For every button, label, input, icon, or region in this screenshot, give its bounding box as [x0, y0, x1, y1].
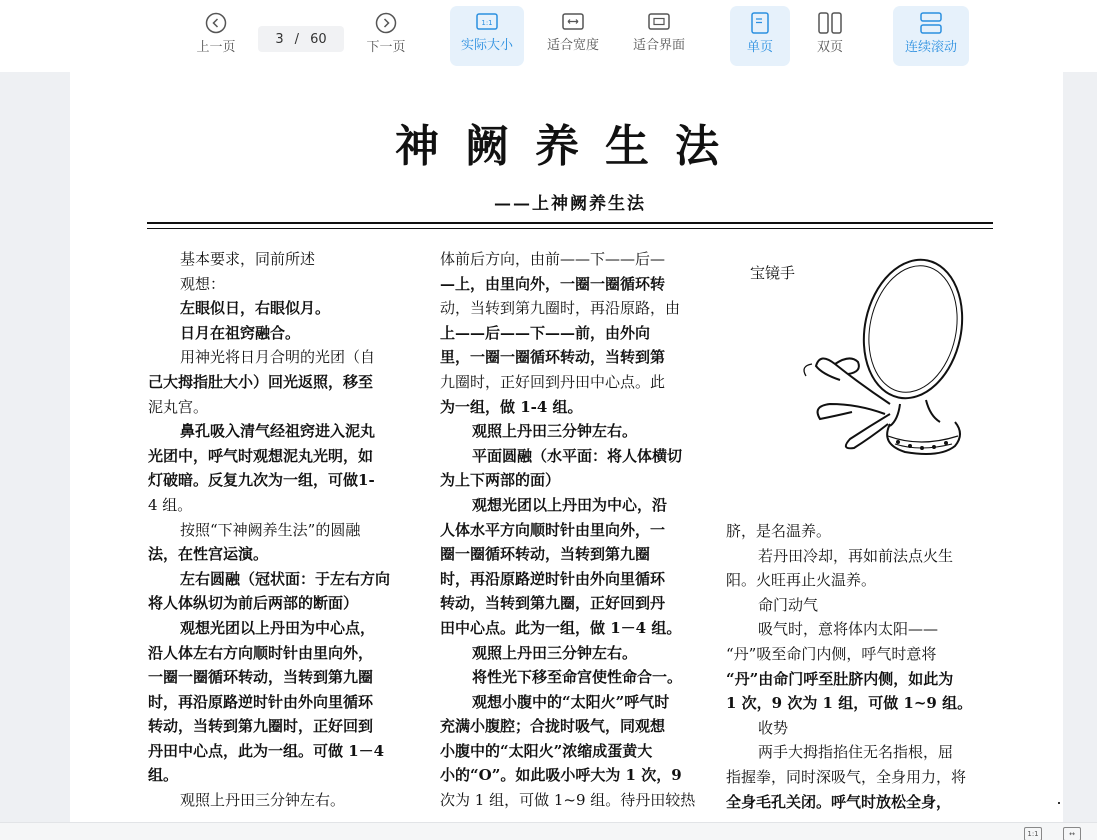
- actual-size-glyph: 1:1: [481, 19, 493, 27]
- text-line: 若丹田冷却，再如前法点火生: [758, 546, 954, 565]
- next-page-label: 下一页: [366, 40, 406, 55]
- fit-width-button[interactable]: [536, 6, 610, 66]
- text-line: 次为 1 组，可做 1~9 组。待丹田较热: [440, 791, 696, 810]
- title-rule-thick: [147, 222, 993, 224]
- fit-width-label: 适合宽度: [546, 38, 599, 53]
- text-line: 全身毛孔关闭。呼气时放松全身，: [726, 792, 952, 811]
- text-column-1: [148, 247, 416, 813]
- text-line: 时，再沿原路逆时针由外向里循环: [440, 569, 666, 588]
- text-line: 命门动气: [758, 595, 819, 614]
- text-line: 观想光团以上丹田为中心，沿: [472, 495, 668, 514]
- text-line: 法，在性宫运演。: [148, 545, 269, 564]
- fit-width-small-button[interactable]: ↔: [1063, 827, 1081, 840]
- page-title: 神阙养生法: [395, 121, 745, 172]
- prev-page-button[interactable]: [186, 6, 246, 66]
- actual-size-icon: [476, 12, 498, 32]
- double-page-button[interactable]: [800, 6, 860, 66]
- next-page-button[interactable]: [356, 6, 416, 66]
- single-page-icon: [749, 12, 771, 34]
- chevron-right-circle-icon: [375, 12, 397, 34]
- page-separator: /: [294, 31, 300, 47]
- text-line: 上——后——下——前，由外向: [440, 323, 651, 342]
- text-line: 沿人体左右方向顺时针由里向外，: [148, 643, 374, 662]
- scan-speck: [1058, 802, 1060, 804]
- text-line: 左右圆融（冠状面：于左右方向: [180, 569, 391, 588]
- text-line: 里，一圈一圈循环转动，当转到第: [440, 348, 666, 367]
- fit-width-icon: [562, 12, 584, 32]
- text-line: 4 组。: [148, 495, 193, 514]
- text-line: 光团中，呼气时观想泥丸光明，如: [148, 446, 374, 465]
- text-line: “丹”吸至命门内侧，呼气时意将: [726, 644, 937, 663]
- actual-size-button[interactable]: [450, 6, 524, 66]
- text-line: 用神光将日月合明的光团（自: [180, 348, 376, 367]
- text-line: 一圈一圈循环转动，当转到第九圈: [148, 668, 374, 687]
- text-line: 观想光团以上丹田为中心点，: [180, 618, 376, 637]
- text-line: 泥丸宫。: [148, 397, 209, 416]
- continuous-scroll-label: 连续滚动: [904, 40, 957, 55]
- text-line: 为一组，做 1-4 组。: [440, 397, 583, 416]
- fit-page-label: 适合界面: [632, 38, 685, 53]
- single-page-label: 单页: [746, 40, 773, 55]
- actual-size-small-button[interactable]: 1:1: [1024, 827, 1042, 840]
- continuous-scroll-button[interactable]: [893, 6, 969, 66]
- double-page-label: 双页: [816, 40, 843, 55]
- text-line: 小的“O”。如此吸小呼大为 1 次，9: [440, 766, 682, 785]
- text-line: 指握拳，同时深吸气，全身用力，将: [726, 767, 967, 786]
- text-line: 左眼似日，右眼似月。: [180, 299, 331, 318]
- continuous-scroll-icon: [919, 12, 943, 34]
- page-subtitle: ——上神阙养生法: [494, 194, 646, 214]
- text-line: 观照上丹田三分钟左右。: [472, 643, 638, 662]
- text-line: 转动，当转到第九圈，正好回到丹: [440, 594, 666, 613]
- prev-page-label: 上一页: [196, 40, 236, 55]
- figure-caption: 宝镜手: [750, 264, 796, 282]
- text-line: 按照“下神阙养生法”的圆融: [180, 520, 361, 539]
- text-line: 田中心点。此为一组，做 1－4 组。: [440, 618, 682, 637]
- text-line: 时，再沿原路逆时针由外向里循环: [148, 692, 374, 711]
- text-line: 观想小腹中的“太阳火”呼气时: [472, 692, 670, 711]
- text-line: 丹田中心点，此为一组。可做 1－4: [148, 741, 385, 760]
- text-line: 脐，是名温养。: [726, 522, 832, 540]
- text-line: 观照上丹田三分钟左右。: [472, 422, 638, 441]
- text-line: 1 次，9 次为 1 组，可做 1~9 组。: [726, 694, 973, 713]
- text-line: 将性光下移至命宫使性命合一。: [472, 668, 683, 687]
- text-line: 充满小腹腔；合拢时吸气，同观想: [440, 717, 666, 736]
- document-page: [70, 72, 1063, 822]
- text-column-2: [440, 247, 702, 813]
- mirror-hand-illustration: [740, 254, 990, 464]
- text-line: 收势: [758, 718, 789, 737]
- text-line: 两手大拇指掐住无名指根，屈: [758, 743, 954, 762]
- text-line: 动，当转到第九圈时，再沿原路，由: [440, 299, 681, 318]
- text-line: —上，由里向外，一圈一圈循环转: [440, 274, 666, 293]
- text-line: 九圈时，正好回到丹田中心点。此: [440, 372, 666, 391]
- bottom-status-bar: [0, 822, 1097, 840]
- chevron-left-circle-icon: [205, 12, 227, 34]
- text-line: 吸气时，意将体内太阳——: [758, 620, 939, 639]
- text-line: 转动，当转到第九圈时，正好回到: [148, 717, 374, 736]
- current-page-number[interactable]: 3: [275, 31, 284, 47]
- actual-size-label: 实际大小: [460, 38, 513, 53]
- text-line: 小腹中的“太阳火”浓缩成蛋黄大: [440, 741, 653, 760]
- fit-page-icon: [648, 12, 670, 32]
- page-number-box[interactable]: [258, 26, 344, 52]
- text-line: 阳。火旺再止火温养。: [726, 571, 877, 590]
- text-line: 为上下两部的面）: [440, 471, 561, 490]
- text-line: 圈一圈循环转动，当转到第九圈: [440, 545, 651, 564]
- text-line: 人体水平方向顺时针由里向外，一: [440, 520, 666, 539]
- text-line: 己大拇指肚大小）回光返照，移至: [148, 372, 374, 391]
- text-line: 观想：: [180, 274, 226, 293]
- fit-page-button[interactable]: [622, 6, 696, 66]
- mirror-hand-drawing: [740, 254, 990, 464]
- text-line: 观照上丹田三分钟左右。: [180, 791, 346, 810]
- text-line: 体前后方向，由前——下——后—: [440, 250, 666, 268]
- text-line: 鼻孔吸入清气经祖窍进入泥丸: [180, 422, 376, 441]
- text-line: 基本要求，同前所述: [180, 250, 316, 268]
- total-pages: 60: [310, 31, 327, 47]
- text-column-3: [726, 519, 996, 814]
- text-line: 灯破暗。反复九次为一组，可做1-: [148, 471, 375, 490]
- text-line: 日月在祖窍融合。: [180, 323, 301, 342]
- text-line: 将人体纵切为前后两部的断面）: [148, 594, 359, 613]
- double-page-icon: [818, 12, 842, 34]
- text-line: 组。: [148, 766, 179, 785]
- text-line: 平面圆融（水平面：将人体横切: [472, 446, 683, 465]
- single-page-button[interactable]: [730, 6, 790, 66]
- title-rule-thin: [147, 228, 993, 229]
- reader-toolbar: [0, 0, 1097, 72]
- text-line: “丹”由命门呼至肚脐内侧，如此为: [726, 669, 954, 688]
